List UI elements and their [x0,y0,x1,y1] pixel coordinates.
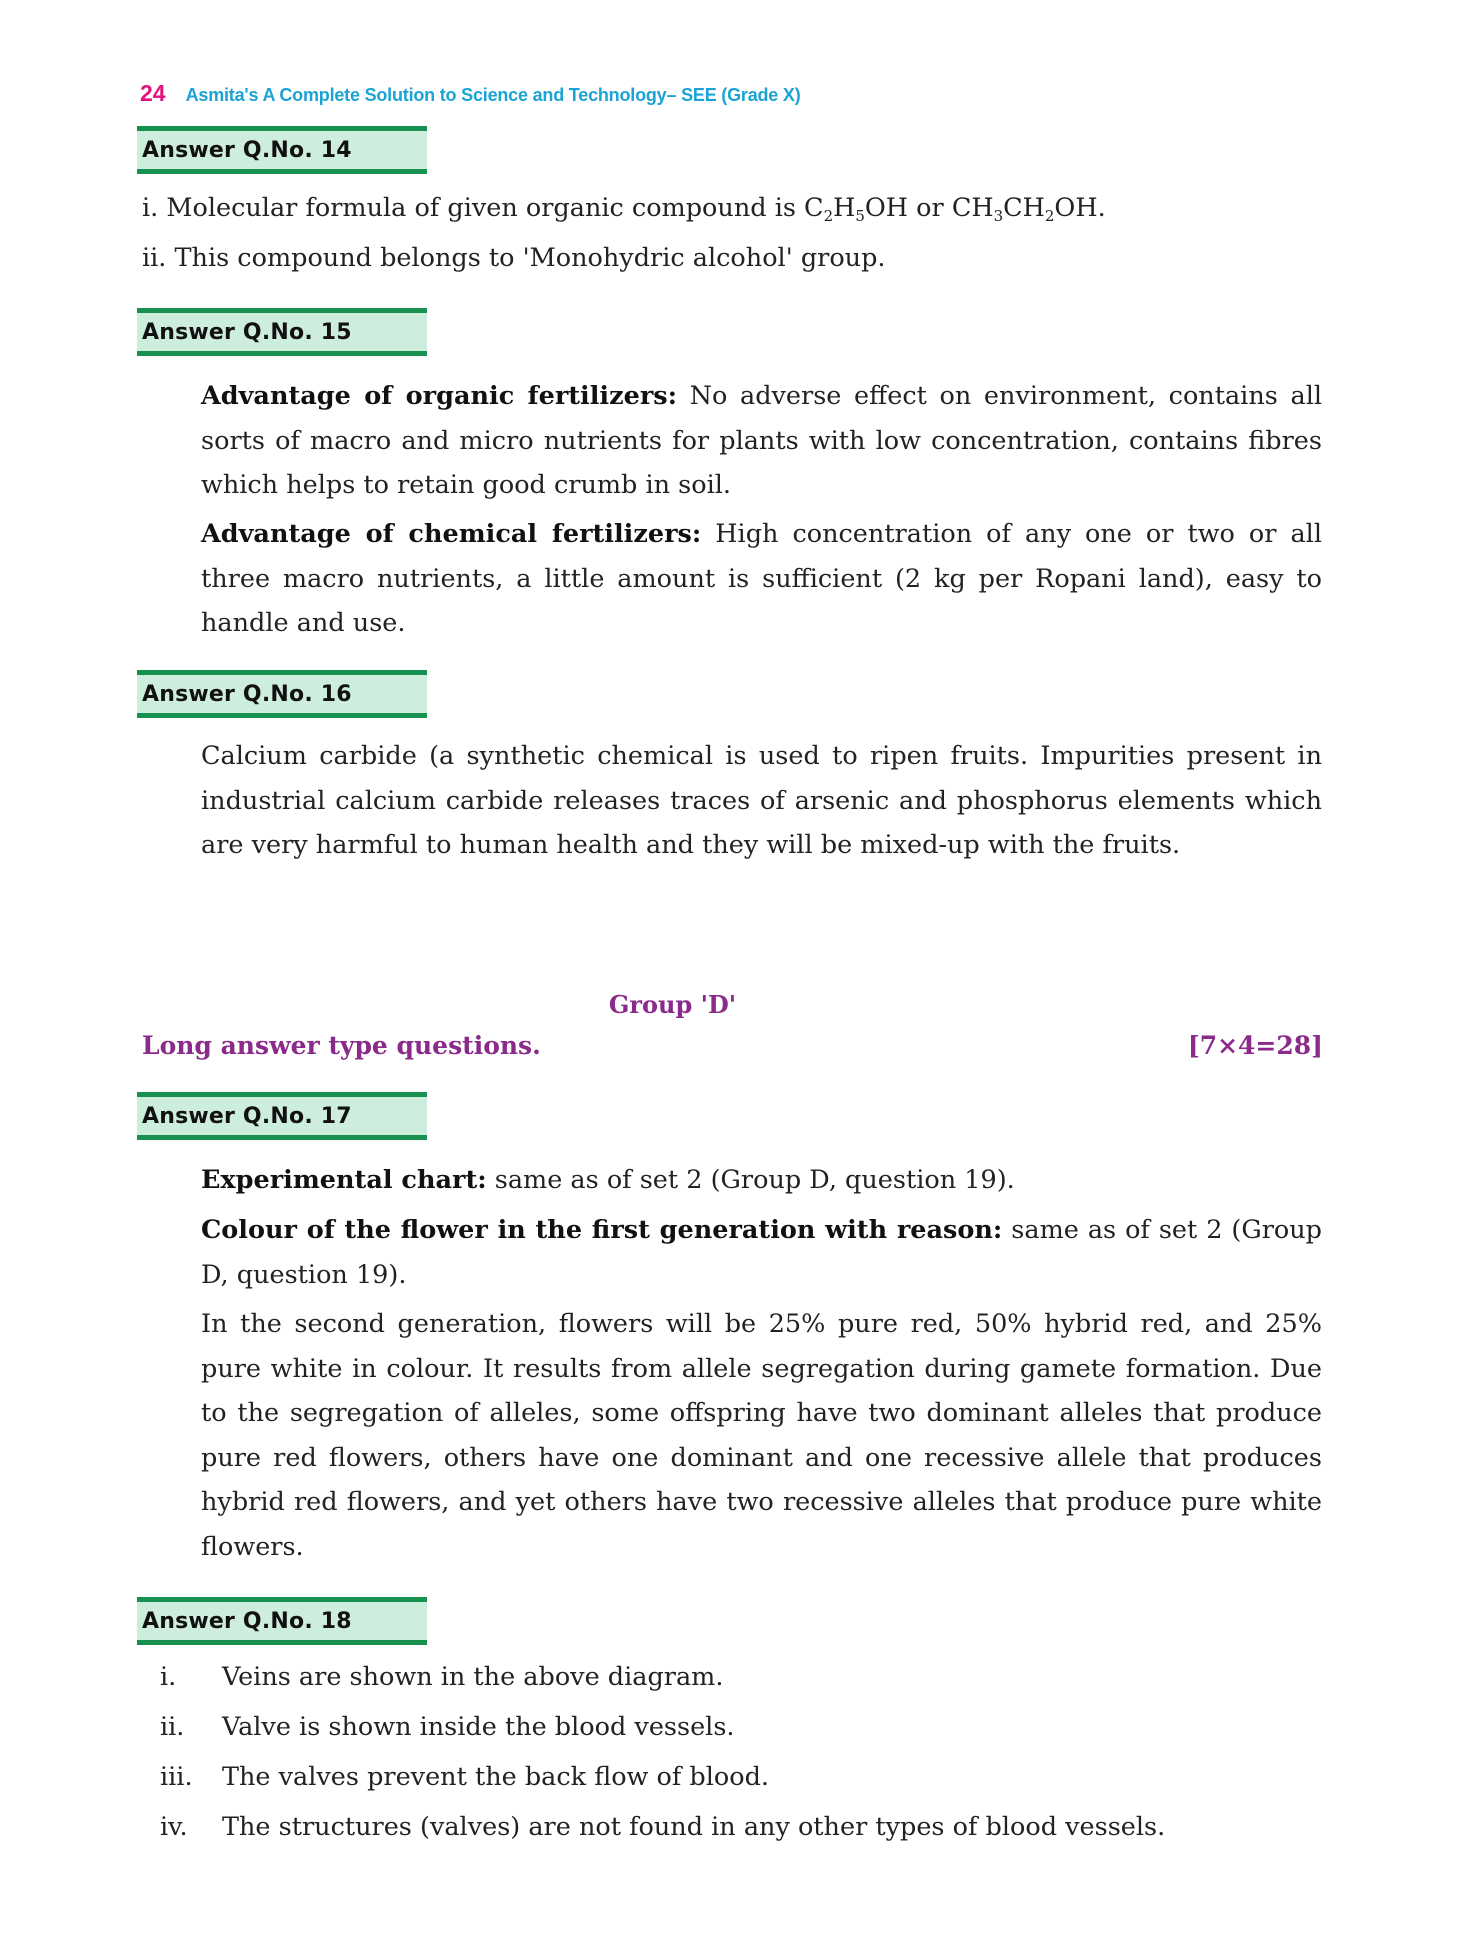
book-title: Asmita's A Complete Solution to Science and Technology– SEE (Grade X) [185,85,801,105]
q17-second-generation-paragraph: In the second generation, flowers will be 25% pure red, 50% hybrid red, and 25% pure white in colour. It results from allele segregation during gamete formation. Due to the segregation of alleles, some offspring have two dominant alleles that produce pure red flowers, others have one dominant and one recessive allele that produces hybrid red flowers, and yet others have two recessive alleles that produce pure white flowers. [201,1309,1322,1562]
item-number: ii. [160,1712,185,1742]
section-heading: Long answer type questions. [142,1031,541,1060]
q17-chart-paragraph: Experimental chart: same as of set 2 (Group D, question 19). [201,1165,1015,1195]
q15-chemical-paragraph: Advantage of chemical fertilizers: High concentration of any one or two or all three macro nutrients, a little amount is sufficient (2 kg per Ropani land), easy to handle and use. [201,519,1322,638]
term-colour-first-generation: Colour of the flower in the first generation with reason: [201,1215,1003,1245]
formula-1: $C_2H_5OH$ [804,193,909,225]
item-number: i. [142,193,159,223]
q18-item-2 [160,1712,735,1742]
q14-item-2 [142,243,886,273]
item-number: iii. [160,1762,193,1792]
answer-label-q17 [137,1092,427,1140]
answer-label-q16 [137,670,427,718]
q16-paragraph: Calcium carbide (a synthetic chemical is used to ripen fruits. Impurities present in industrial calcium carbide releases traces of arsenic and phosphorus elements which are very harmful to human health and they will be mixed-up with the fruits. [201,741,1322,860]
answer-label-q15 [137,308,427,356]
term-chemical: Advantage of chemical fertilizers: [201,519,702,549]
item-text: This compound belongs to 'Monohydric alcohol' group. [174,243,886,273]
term-organic: Advantage of organic fertilizers: [201,381,678,411]
marks-allocation: [7×4=28] [1187,1031,1323,1060]
q18-item-1 [160,1662,723,1692]
term-experimental-chart: Experimental chart: [201,1165,487,1195]
answer-label-q14 [137,126,427,174]
q18-item-4 [160,1812,1165,1842]
item-text: The valves prevent the back flow of blood. [222,1762,769,1792]
item-number: iv. [160,1812,188,1842]
item-text: The structures (valves) are not found in any other types of blood vessels. [222,1812,1166,1842]
answer-label-text: Answer Q.No. 17 [142,1103,352,1129]
answer-label-text: Answer Q.No. 18 [142,1608,352,1634]
q17-colour-paragraph: Colour of the flower in the first generation with reason: same as of set 2 (Group D, question 19). [201,1215,1322,1290]
answer-label-text: Answer Q.No. 16 [142,681,352,707]
item-text: Molecular formula of given organic compound is [166,193,805,223]
group-title: Group 'D' [608,990,737,1019]
page-number: 24 [140,80,166,106]
running-head [140,80,801,110]
answer-label-text: Answer Q.No. 14 [142,137,352,163]
item-text: Veins are shown in the above diagram. [222,1662,724,1692]
item-number: ii. [142,243,167,273]
item-text: Valve is shown inside the blood vessels. [222,1712,735,1742]
item-number: i. [160,1662,177,1692]
answer-label-q18 [137,1597,427,1645]
q18-item-3 [160,1762,769,1792]
q14-item-1: i. Molecular formula of given organic compound is $C_2H_5OH$ or $CH_3CH_2OH$. [142,193,1106,225]
answer-label-text: Answer Q.No. 15 [142,319,352,345]
formula-2: $CH_3CH_2OH$. [951,193,1106,225]
q15-organic-paragraph: Advantage of organic fertilizers: No adverse effect on environment, contains all sorts of macro and micro nutrients for plants with low concentration, contains fibres which helps to retain good crumb in soil. [201,381,1323,500]
